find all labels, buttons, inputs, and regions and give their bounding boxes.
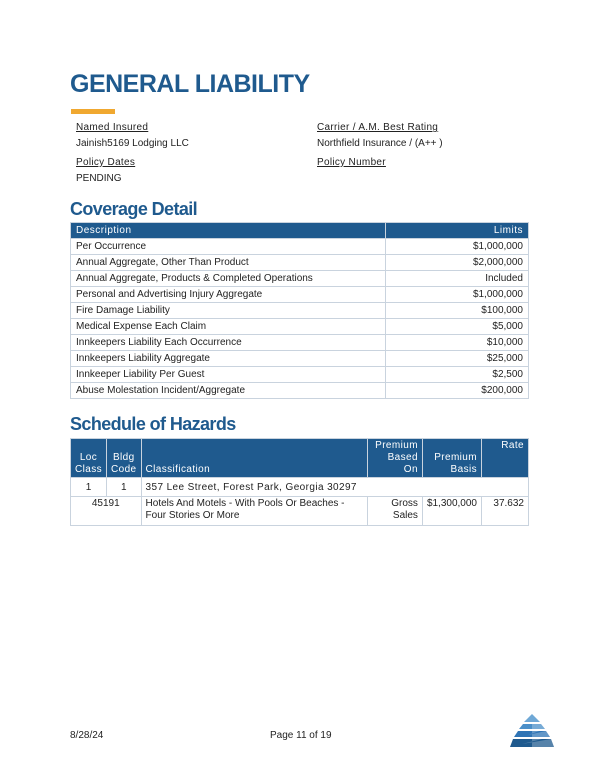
location-address: 357 Lee Street, Forest Park, Georgia 30297 — [141, 478, 528, 497]
table-row — [71, 335, 529, 351]
table-row — [71, 255, 529, 271]
table-row — [71, 319, 529, 335]
coverage-description: Medical Expense Each Claim — [71, 319, 386, 335]
coverage-description: Personal and Advertising Injury Aggregate — [71, 287, 386, 303]
policy-number-label: Policy Number — [317, 157, 386, 168]
header-code: Code — [111, 464, 137, 475]
class-code: 45191 — [71, 497, 142, 526]
coverage-limit: $2,500 — [386, 367, 529, 383]
coverage-description: Per Occurrence — [71, 239, 386, 255]
table-row — [71, 497, 529, 526]
coverage-description: Innkeeper Liability Per Guest — [71, 367, 386, 383]
classification: Hotels And Motels - With Pools Or Beaches - Four Stories Or More — [141, 497, 367, 526]
header-class: Class — [75, 464, 103, 475]
hazards-table — [70, 438, 529, 526]
coverage-limit: $25,000 — [386, 351, 529, 367]
schedule-of-hazards-heading: Schedule of Hazards — [70, 414, 236, 434]
policy-dates-value: PENDING — [76, 173, 122, 184]
col-loc-class — [71, 439, 107, 478]
coverage-limit: $200,000 — [386, 383, 529, 399]
coverage-limit: $100,000 — [386, 303, 529, 319]
coverage-description: Innkeepers Liability Aggregate — [71, 351, 386, 367]
carrier-label: Carrier / A.M. Best Rating — [317, 122, 439, 133]
coverage-limit: Included — [386, 271, 529, 287]
policy-dates-label: Policy Dates — [76, 157, 136, 168]
title-accent-bar — [71, 109, 115, 114]
coverage-limit: $5,000 — [386, 319, 529, 335]
loc-number: 1 — [71, 478, 107, 497]
header-loc: Loc — [79, 452, 98, 463]
coverage-limit: $10,000 — [386, 335, 529, 351]
coverage-description: Annual Aggregate, Other Than Product — [71, 255, 386, 271]
coverage-limit: $1,000,000 — [386, 239, 529, 255]
table-row — [71, 271, 529, 287]
footer-date: 8/28/24 — [70, 730, 104, 741]
header-bldg: Bldg — [112, 452, 135, 463]
carrier-value: Northfield Insurance / (A++ ) — [317, 138, 443, 149]
col-premium-basis — [422, 439, 481, 478]
coverage-limit: $1,000,000 — [386, 287, 529, 303]
hazards-header-row — [71, 439, 529, 478]
col-bldg-code — [107, 439, 142, 478]
coverage-detail-heading: Coverage Detail — [70, 199, 198, 219]
coverage-limit: $2,000,000 — [386, 255, 529, 271]
page-title: GENERAL LIABILITY — [70, 70, 310, 98]
footer-page-number: Page 11 of 19 — [270, 730, 332, 741]
named-insured-value: Jainish5169 Lodging LLC — [76, 138, 189, 149]
coverage-description: Innkeepers Liability Each Occurrence — [71, 335, 386, 351]
table-row — [71, 351, 529, 367]
stepped-pyramid-logo-icon — [510, 713, 554, 754]
table-row — [71, 367, 529, 383]
table-row — [71, 239, 529, 255]
coverage-description: Fire Damage Liability — [71, 303, 386, 319]
coverage-description: Abuse Molestation Incident/Aggregate — [71, 383, 386, 399]
table-row — [71, 287, 529, 303]
coverage-description: Annual Aggregate, Products & Completed Operations — [71, 271, 386, 287]
named-insured-label: Named Insured — [76, 122, 149, 133]
col-rate: Rate — [482, 439, 529, 478]
table-row — [71, 303, 529, 319]
col-premium-based-on — [367, 439, 422, 478]
rate: 37.632 — [482, 497, 529, 526]
premium-basis: $1,300,000 — [422, 497, 481, 526]
col-limits: Limits — [386, 223, 529, 239]
coverage-header-row — [71, 223, 529, 239]
coverage-table — [70, 222, 529, 399]
premium-based-on: Gross Sales — [367, 497, 422, 526]
header-premium-basis-2: Basis — [450, 464, 477, 475]
header-premium-based-on-2: Based On — [387, 452, 418, 475]
header-premium-basis-1: Premium — [434, 452, 477, 463]
col-description: Description — [71, 223, 386, 239]
table-row — [71, 383, 529, 399]
col-classification: Classification — [141, 439, 367, 478]
location-row — [71, 478, 529, 497]
bldg-number: 1 — [107, 478, 142, 497]
header-premium-based-on-1: Premium — [375, 440, 418, 451]
